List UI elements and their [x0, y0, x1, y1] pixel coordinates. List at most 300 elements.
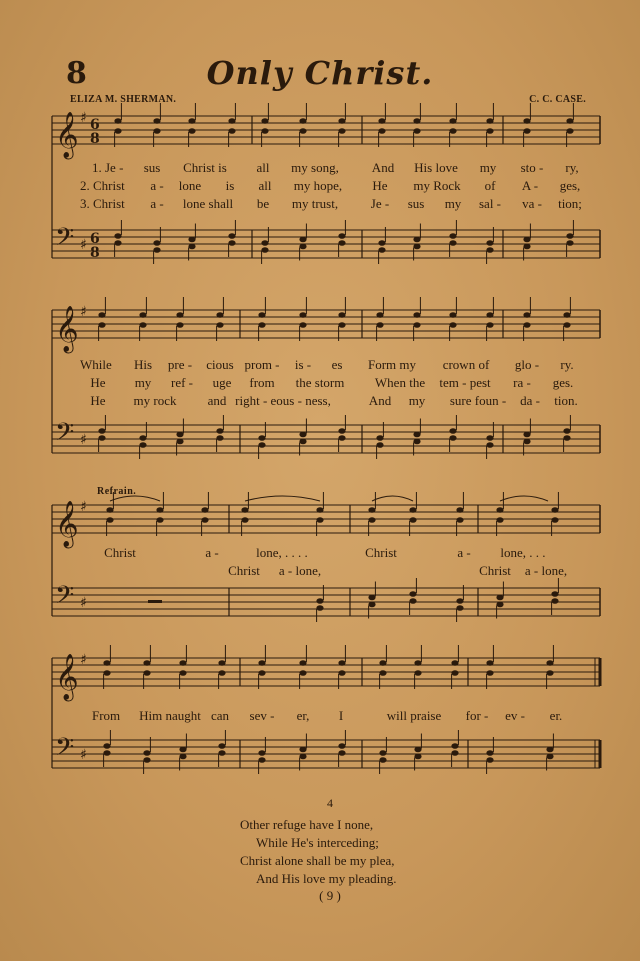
note-head [566, 233, 573, 239]
note-head [368, 507, 375, 513]
lyric-syllable: a - [205, 545, 219, 560]
lyric-syllable: is - [294, 357, 312, 372]
note-head [338, 322, 345, 328]
note-head [338, 233, 345, 239]
note-head [413, 312, 420, 318]
sharp-key-signature: ♯ [80, 499, 87, 515]
note-head [176, 322, 183, 328]
note-head [299, 128, 306, 134]
stanza-line: And His love my pleading. [256, 871, 397, 886]
note-head [139, 322, 146, 328]
note-head [413, 322, 420, 328]
note-head [376, 435, 383, 441]
lyric-syllable: And [368, 393, 392, 408]
lyric-syllable: my hope, [293, 178, 343, 193]
note-head [449, 118, 456, 124]
hymn-number: 8 [66, 56, 87, 91]
note-head [188, 244, 195, 250]
lyric-syllable: is [225, 178, 235, 193]
lyric-syllable: crown of [442, 357, 490, 372]
note-head [338, 240, 345, 246]
lyric-syllable: And [371, 160, 395, 175]
note-head [566, 128, 573, 134]
lyric-syllable: sus [407, 196, 425, 211]
note-head [228, 128, 235, 134]
lyric-syllable: Christ [104, 545, 136, 560]
lyric-syllable: sure foun - [449, 393, 507, 408]
note-head [376, 322, 383, 328]
note-head [546, 754, 553, 760]
note-head [368, 517, 375, 523]
note-head [299, 660, 306, 666]
note-head [486, 442, 493, 448]
lyric-syllable: lone, . . . . [256, 545, 308, 560]
lyric-syllable: lone, . . . [500, 545, 546, 560]
lyric-syllable: be [256, 196, 270, 211]
lyric-syllable: lone shall [182, 196, 234, 211]
note-head [409, 591, 416, 597]
system2-verse3 [0, 393, 640, 409]
sharp-key-signature: ♯ [80, 747, 87, 763]
note-head [218, 743, 225, 749]
note-head [496, 602, 503, 608]
sharp-key-signature: ♯ [80, 432, 87, 448]
note-head [496, 517, 503, 523]
note-head [258, 322, 265, 328]
note-head [201, 507, 208, 513]
note-head [546, 660, 553, 666]
note-head [258, 312, 265, 318]
note-head [316, 598, 323, 604]
note-head [451, 660, 458, 666]
lyric-syllable: a - [150, 196, 164, 211]
note-head [563, 428, 570, 434]
note-head [414, 660, 421, 666]
note-head [379, 670, 386, 676]
note-head [449, 428, 456, 434]
note-head [299, 754, 306, 760]
note-head [179, 670, 186, 676]
page-number: ( 9 ) [319, 888, 341, 903]
note-head [486, 118, 493, 124]
note-head [449, 435, 456, 441]
sharp-key-signature: ♯ [80, 304, 87, 320]
note-head [216, 322, 223, 328]
note-head [551, 507, 558, 513]
note-head [449, 233, 456, 239]
note-head [551, 591, 558, 597]
treble-clef: 𝄞 [55, 112, 79, 158]
system2-verse1 [0, 357, 640, 373]
lyric-syllable: my song, [291, 160, 339, 175]
note-head [179, 660, 186, 666]
note-head [299, 244, 306, 250]
note-head [103, 743, 110, 749]
note-head [106, 517, 113, 523]
bass-clef: 𝄢 [55, 223, 75, 258]
lyric-syllable: the storm [295, 375, 345, 390]
lyric-syllable: lone [178, 178, 202, 193]
time-signature-top: 6 [90, 231, 100, 247]
note-head [566, 240, 573, 246]
note-head [338, 670, 345, 676]
note-head [456, 507, 463, 513]
lyric-syllable: uge [212, 375, 232, 390]
note-head [258, 670, 265, 676]
system4-lyrics [0, 708, 640, 724]
note-head [486, 240, 493, 246]
lyric-syllable: all [258, 178, 272, 193]
note-head [143, 757, 150, 763]
note-head [228, 233, 235, 239]
treble-clef: 𝄞 [55, 654, 79, 700]
note-head [523, 237, 530, 243]
note-head [338, 660, 345, 666]
note-head [449, 128, 456, 134]
lyric-syllable: sus [143, 160, 161, 175]
lyric-syllable: sal - [478, 196, 502, 211]
note-head [376, 442, 383, 448]
note-head [228, 118, 235, 124]
note-head [153, 118, 160, 124]
lyric-syllable: all [256, 160, 270, 175]
note-head [98, 312, 105, 318]
note-head [338, 128, 345, 134]
lyric-syllable: my rock [133, 393, 177, 408]
lyric-syllable: and [207, 393, 227, 408]
note-head [139, 442, 146, 448]
note-head [368, 595, 375, 601]
note-head [241, 507, 248, 513]
lyric-syllable: er, [296, 708, 310, 723]
lyric-syllable: tem - pest [439, 375, 491, 390]
note-head [299, 118, 306, 124]
note-head [139, 435, 146, 441]
note-head [153, 240, 160, 246]
note-head [523, 322, 530, 328]
note-head [106, 507, 113, 513]
composer-credit: C. C. CASE. [529, 94, 586, 105]
lyric-syllable: Je - [370, 196, 390, 211]
sharp-key-signature: ♯ [80, 652, 87, 668]
note-head [188, 237, 195, 243]
note-head [299, 747, 306, 753]
note-head [523, 244, 530, 250]
bass-clef: 𝄢 [55, 733, 75, 768]
note-head [218, 670, 225, 676]
note-head [258, 442, 265, 448]
note-head [258, 660, 265, 666]
lyric-syllable: a - lone, [524, 563, 568, 578]
note-head [316, 517, 323, 523]
note-head [103, 750, 110, 756]
note-head [261, 240, 268, 246]
note-head [338, 118, 345, 124]
note-head [216, 428, 223, 434]
note-head [316, 507, 323, 513]
lyric-syllable: da - [520, 393, 540, 408]
lyric-syllable: Christ [365, 545, 397, 560]
note-head [114, 118, 121, 124]
note-head [299, 670, 306, 676]
lyric-syllable: Christ is [183, 160, 227, 175]
note-head [523, 439, 530, 445]
note-head [456, 605, 463, 611]
note-head [409, 598, 416, 604]
sharp-key-signature: ♯ [80, 595, 87, 611]
note-head [114, 240, 121, 246]
note-head [379, 660, 386, 666]
note-head [449, 240, 456, 246]
lyric-syllable: tion; [558, 196, 582, 211]
note-head [143, 670, 150, 676]
note-head [299, 237, 306, 243]
note-head [338, 743, 345, 749]
lyric-syllable: es [331, 357, 343, 372]
note-head [379, 750, 386, 756]
note-head [378, 247, 385, 253]
lyric-syllable: can [210, 708, 230, 723]
lyric-syllable: my [408, 393, 426, 408]
time-signature-top: 6 [90, 117, 100, 133]
lyric-syllable: a - lone, [278, 563, 322, 578]
lyric-syllable: ry, [565, 160, 579, 175]
note-head [103, 670, 110, 676]
note-head [299, 312, 306, 318]
note-head [456, 517, 463, 523]
note-head [379, 757, 386, 763]
lyric-syllable: He [90, 393, 106, 408]
note-head [299, 432, 306, 438]
system1-verse2 [0, 178, 640, 194]
note-head [218, 660, 225, 666]
note-head [143, 660, 150, 666]
note-head [546, 747, 553, 753]
whole-rest [148, 600, 162, 603]
lyric-syllable: 3. Christ [80, 196, 125, 211]
lyric-syllable: Him naught [139, 708, 201, 723]
refrain-label: Refrain. [97, 486, 137, 497]
lyric-syllable: Form my [367, 357, 417, 372]
note-head [563, 435, 570, 441]
note-head [338, 428, 345, 434]
lyric-syllable: 1. Je - [92, 160, 124, 175]
lyric-syllable: Christ [228, 563, 260, 578]
note-head [153, 128, 160, 134]
note-head [228, 240, 235, 246]
note-head [143, 750, 150, 756]
author-credit: ELIZA M. SHERMAN. [70, 94, 177, 105]
lyric-syllable: my [444, 196, 462, 211]
note-head [258, 757, 265, 763]
note-head [486, 660, 493, 666]
note-head [201, 517, 208, 523]
note-head [566, 118, 573, 124]
note-head [486, 247, 493, 253]
note-head [316, 605, 323, 611]
treble-clef: 𝄞 [55, 306, 79, 352]
lyric-syllable: ra - [513, 375, 531, 390]
note-head [258, 750, 265, 756]
lyric-syllable: from [249, 375, 275, 390]
note-head [258, 435, 265, 441]
lyric-syllable: When the [374, 375, 426, 390]
lyric-syllable: er. [549, 708, 563, 723]
note-head [486, 757, 493, 763]
note-head [486, 312, 493, 318]
note-head [486, 750, 493, 756]
lyric-syllable: my trust, [291, 196, 339, 211]
lyric-syllable: ges. [552, 375, 574, 390]
note-head [451, 670, 458, 676]
note-head [156, 507, 163, 513]
note-head [486, 435, 493, 441]
lyric-syllable: my Rock [413, 178, 461, 193]
note-head [546, 670, 553, 676]
tie-curve [500, 496, 548, 501]
note-head [261, 128, 268, 134]
stanza-line: While He's interceding; [256, 835, 379, 850]
note-head [413, 244, 420, 250]
note-head [449, 312, 456, 318]
note-head [413, 432, 420, 438]
note-head [156, 517, 163, 523]
lyric-syllable: Christ [479, 563, 511, 578]
note-head [179, 747, 186, 753]
note-head [413, 118, 420, 124]
note-head [413, 439, 420, 445]
stanza-text [240, 816, 396, 888]
lyric-syllable: a - [150, 178, 164, 193]
note-head [338, 312, 345, 318]
note-head [299, 439, 306, 445]
stanza-line: Other refuge have I none, [240, 817, 374, 832]
lyric-syllable: ref - [170, 375, 194, 390]
lyric-syllable: of [484, 178, 496, 193]
note-head [378, 128, 385, 134]
bass-clef: 𝄢 [55, 418, 75, 453]
note-head [523, 432, 530, 438]
lyric-syllable: ry. [560, 357, 574, 372]
note-head [486, 128, 493, 134]
note-head [376, 312, 383, 318]
stanza-number: 4 [327, 796, 333, 810]
bass-clef: 𝄢 [55, 581, 75, 616]
note-head [456, 598, 463, 604]
lyric-syllable: for - [465, 708, 489, 723]
time-signature-bottom: 8 [90, 131, 100, 147]
lyric-syllable: pre - [167, 357, 193, 372]
system2-verse2 [0, 375, 640, 391]
lyric-syllable: ges, [559, 178, 581, 193]
lyric-syllable: tion. [554, 393, 578, 408]
note-head [413, 128, 420, 134]
note-head [188, 118, 195, 124]
lyric-syllable: prom - [244, 357, 280, 372]
note-head [451, 750, 458, 756]
note-head [409, 517, 416, 523]
note-head [449, 322, 456, 328]
note-head [176, 432, 183, 438]
note-head [486, 322, 493, 328]
note-head [563, 322, 570, 328]
lyric-syllable: my [134, 375, 152, 390]
lyric-syllable: my [479, 160, 497, 175]
note-head [523, 312, 530, 318]
lyric-syllable: ev - [505, 708, 525, 723]
lyric-syllable: sto - [520, 160, 544, 175]
lyric-syllable: will praise [386, 708, 442, 723]
note-head [216, 312, 223, 318]
sharp-key-signature: ♯ [80, 110, 87, 126]
time-signature-bottom: 8 [90, 245, 100, 261]
note-head [114, 233, 121, 239]
lyric-syllable: glo - [514, 357, 540, 372]
note-head [368, 602, 375, 608]
lyric-syllable: 2. Christ [80, 178, 125, 193]
note-head [496, 507, 503, 513]
note-head [523, 128, 530, 134]
system1-verse1 [0, 160, 640, 176]
note-head [551, 598, 558, 604]
note-head [486, 670, 493, 676]
note-head [103, 660, 110, 666]
lyric-syllable: right - eous - ness, [235, 393, 331, 408]
note-head [261, 247, 268, 253]
note-head [98, 322, 105, 328]
tie-curve [372, 496, 413, 501]
lyric-syllable: A - [521, 178, 539, 193]
note-head [176, 439, 183, 445]
hymn-title: Only Christ. [206, 54, 434, 92]
sharp-key-signature: ♯ [80, 237, 87, 253]
note-head [176, 312, 183, 318]
note-head [451, 743, 458, 749]
note-head [414, 754, 421, 760]
system1-verse3 [0, 196, 640, 212]
note-head [179, 754, 186, 760]
lyric-syllable: From [92, 708, 121, 723]
lyric-syllable: a - [457, 545, 471, 560]
lyric-syllable: He [90, 375, 106, 390]
note-head [188, 128, 195, 134]
note-head [413, 237, 420, 243]
note-head [98, 428, 105, 434]
note-head [378, 118, 385, 124]
note-head [378, 240, 385, 246]
lyric-syllable: cious [206, 357, 234, 372]
note-head [338, 750, 345, 756]
note-head [551, 517, 558, 523]
note-head [218, 750, 225, 756]
lyric-syllable: He [372, 178, 388, 193]
system3-treble-lyrics [0, 545, 640, 561]
note-head [261, 118, 268, 124]
note-head [114, 128, 121, 134]
lyric-syllable: His love [414, 160, 458, 175]
note-head [338, 435, 345, 441]
system3-bass-lyrics [0, 563, 640, 579]
tie-curve [245, 496, 320, 501]
note-head [153, 247, 160, 253]
note-head [563, 312, 570, 318]
lyric-syllable: va - [522, 196, 542, 211]
note-head [414, 670, 421, 676]
note-head [414, 747, 421, 753]
lyric-syllable: His [133, 357, 153, 372]
treble-clef: 𝄞 [55, 501, 79, 547]
note-head [299, 322, 306, 328]
